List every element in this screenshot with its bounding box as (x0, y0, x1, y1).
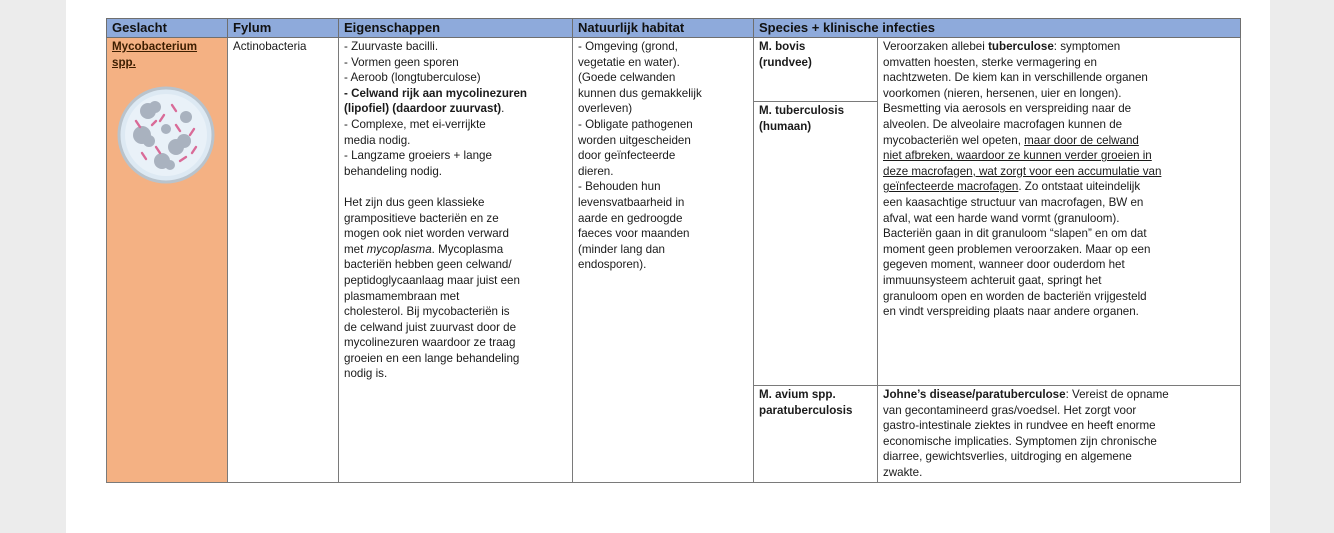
text-line: nachtzweten. De kiem kan in verschillende organen (883, 71, 1148, 85)
species-bovis-name: M. bovis (759, 40, 806, 53)
paratuberculose-description-cell (878, 386, 1241, 483)
text-line: door geïnfecteerde (578, 149, 676, 163)
table-row (107, 38, 1241, 102)
genus-name-line2: spp. (112, 55, 136, 69)
text-line: (minder lang dan (578, 242, 666, 256)
paragraph-gap (344, 179, 567, 195)
species-avium-cell (754, 386, 878, 483)
text-line: en vindt verspreiding plaats naar andere organen. (883, 305, 1139, 319)
text-line: voorkomen (nieren, hersenen, uier en longen). (883, 86, 1122, 100)
text-line: de celwand juist zuurvast door de (344, 320, 517, 334)
text-span: . Mycoplasma (431, 242, 504, 256)
text-line: immuunsysteem achteruit gaat, springt het (883, 273, 1102, 287)
species-avium-name: M. avium spp. (759, 388, 836, 401)
document-page (66, 0, 1270, 533)
header-species: Species + klinische infecties (754, 19, 1241, 38)
species-tuberculosis-cell (754, 102, 878, 386)
italic-text: mycoplasma (366, 242, 432, 256)
text-line: media nodig. (344, 133, 411, 147)
text-line: faeces voor maanden (578, 227, 690, 241)
text-line (344, 101, 567, 117)
text-line: mogen ook niet worden verward (344, 227, 509, 241)
header-habitat: Natuurlijk habitat (573, 19, 754, 38)
text-line: cholesterol. Bij mycobacteriën is (344, 305, 510, 319)
text-line: - Aeroob (longtuberculose) (344, 71, 481, 85)
text-line (883, 387, 1235, 403)
text-line: gegeven moment, wanneer door ouderdom het (883, 258, 1125, 272)
text-line: - Vormen geen sporen (344, 55, 459, 69)
text-line: deze macrofagen, wat zorgt voor een accumulatie van (883, 164, 1162, 178)
text-line: moment geen problemen veroorzaken. Maar op een (883, 242, 1151, 256)
text-line (883, 39, 1235, 55)
text-span: : symptomen (1053, 40, 1121, 53)
text-span: . (501, 102, 505, 116)
bold-text: tuberculose (988, 40, 1054, 53)
eigenschappen-cell (339, 38, 573, 483)
bold-text: (lipofiel) (daardoor zuurvast) (344, 102, 502, 116)
text-line: alveolen. De alveolaire macrofagen kunnen de (883, 117, 1123, 131)
text-line: economische implicaties. Symptomen zijn chronische (883, 434, 1157, 448)
text-line: - Langzame groeiers + lange (344, 149, 492, 163)
text-line: bacteriën hebben geen celwand/ (344, 258, 512, 272)
species-bovis-host: (rundvee) (759, 55, 812, 69)
header-row (107, 19, 1241, 38)
text-line: niet afbreken, waardoor ze kunnen verder groeien in (883, 149, 1152, 163)
text-span: : Vereist de opname (1065, 388, 1169, 401)
header-geslacht: Geslacht (107, 19, 228, 38)
text-line (883, 133, 1235, 149)
text-line: (Goede celwanden (578, 71, 676, 85)
text-line: van gecontamineerd gras/voedsel. Het zorgt voor (883, 403, 1137, 417)
text-line: Bacteriën gaan in dit granuloom “slapen” en om dat (883, 227, 1147, 241)
text-line: omvatten hoesten, sterke vermagering en (883, 55, 1097, 69)
text-line: dieren. (578, 164, 614, 178)
text-line: - Zuurvaste bacilli. (344, 40, 439, 53)
text-span: . Zo ontstaat uiteindelijk (1018, 180, 1141, 194)
header-eigenschappen: Eigenschappen (339, 19, 573, 38)
fylum-cell (228, 38, 339, 483)
species-bovis-cell (754, 38, 878, 102)
text-span: Veroorzaken allebei (883, 40, 989, 53)
text-line: aarde en gedroogde (578, 211, 683, 225)
text-line: granuloom open en worden de bacteriën vrijgesteld (883, 289, 1147, 303)
species-tuberculosis-host: (humaan) (759, 119, 812, 133)
fylum-text: Actinobacteria (233, 40, 307, 53)
text-line: - Complexe, met ei-verrijkte (344, 117, 486, 131)
text-line: afval, wat een harde wand vormt (granuloom). (883, 211, 1120, 225)
text-line: - Behouden hun (578, 180, 661, 194)
text-line: gastro-intestinale ziektes in rundvee en heeft enorme (883, 419, 1156, 433)
text-line: groeien en een lange behandeling (344, 351, 520, 365)
species-tuberculosis-name: M. tuberculosis (759, 104, 845, 117)
text-line: mycolinezuren waardoor ze traag (344, 336, 516, 350)
text-line: nodig is. (344, 367, 388, 381)
text-span: met (344, 242, 367, 256)
text-line: Het zijn dus geen klassieke (344, 195, 485, 209)
text-line: - Celwand rijk aan mycolinezuren (344, 86, 527, 100)
tuberculose-description-cell (878, 38, 1241, 386)
bold-text: Johne’s disease/paratuberculose (883, 388, 1066, 401)
text-line: zwakte. (883, 465, 923, 479)
species-avium-subspecies: paratuberculosis (759, 403, 853, 417)
underlined-text: geïnfecteerde macrofagen (883, 180, 1019, 194)
text-line: peptidoglycaanlaag maar juist een (344, 273, 520, 287)
text-line (344, 242, 567, 258)
header-fylum: Fylum (228, 19, 339, 38)
text-line: Besmetting via aerosols en verspreiding naar de (883, 102, 1132, 116)
text-line: diarree, gewichtsverlies, uitdroging en algemene (883, 450, 1132, 464)
text-line: worden uitgescheiden (578, 133, 691, 147)
text-line (883, 179, 1235, 195)
text-line: plasmamembraan met (344, 289, 460, 303)
text-line: endosporen). (578, 258, 647, 272)
text-line: grampositieve bacteriën en ze (344, 211, 499, 225)
text-span: mycobacteriën wel opeten, (883, 133, 1025, 147)
bacteria-table (106, 18, 1241, 483)
habitat-cell (573, 38, 754, 483)
text-line: - Obligate pathogenen (578, 117, 693, 131)
text-line: - Omgeving (grond, (578, 40, 678, 53)
bacteria-culture-icon (116, 85, 216, 185)
text-line: behandeling nodig. (344, 164, 442, 178)
genus-cell (107, 38, 228, 483)
text-line: overleven) (578, 102, 633, 116)
text-line: een kaasachtige structuur van macrofagen, BW en (883, 195, 1144, 209)
text-line: levensvatbaarheid in (578, 195, 685, 209)
text-line: kunnen dus gemakkelijk (578, 86, 702, 100)
text-line: vegetatie en water). (578, 55, 680, 69)
genus-name-line1: Mycobacterium (112, 40, 198, 53)
underlined-text: maar door de celwand (1024, 133, 1139, 147)
